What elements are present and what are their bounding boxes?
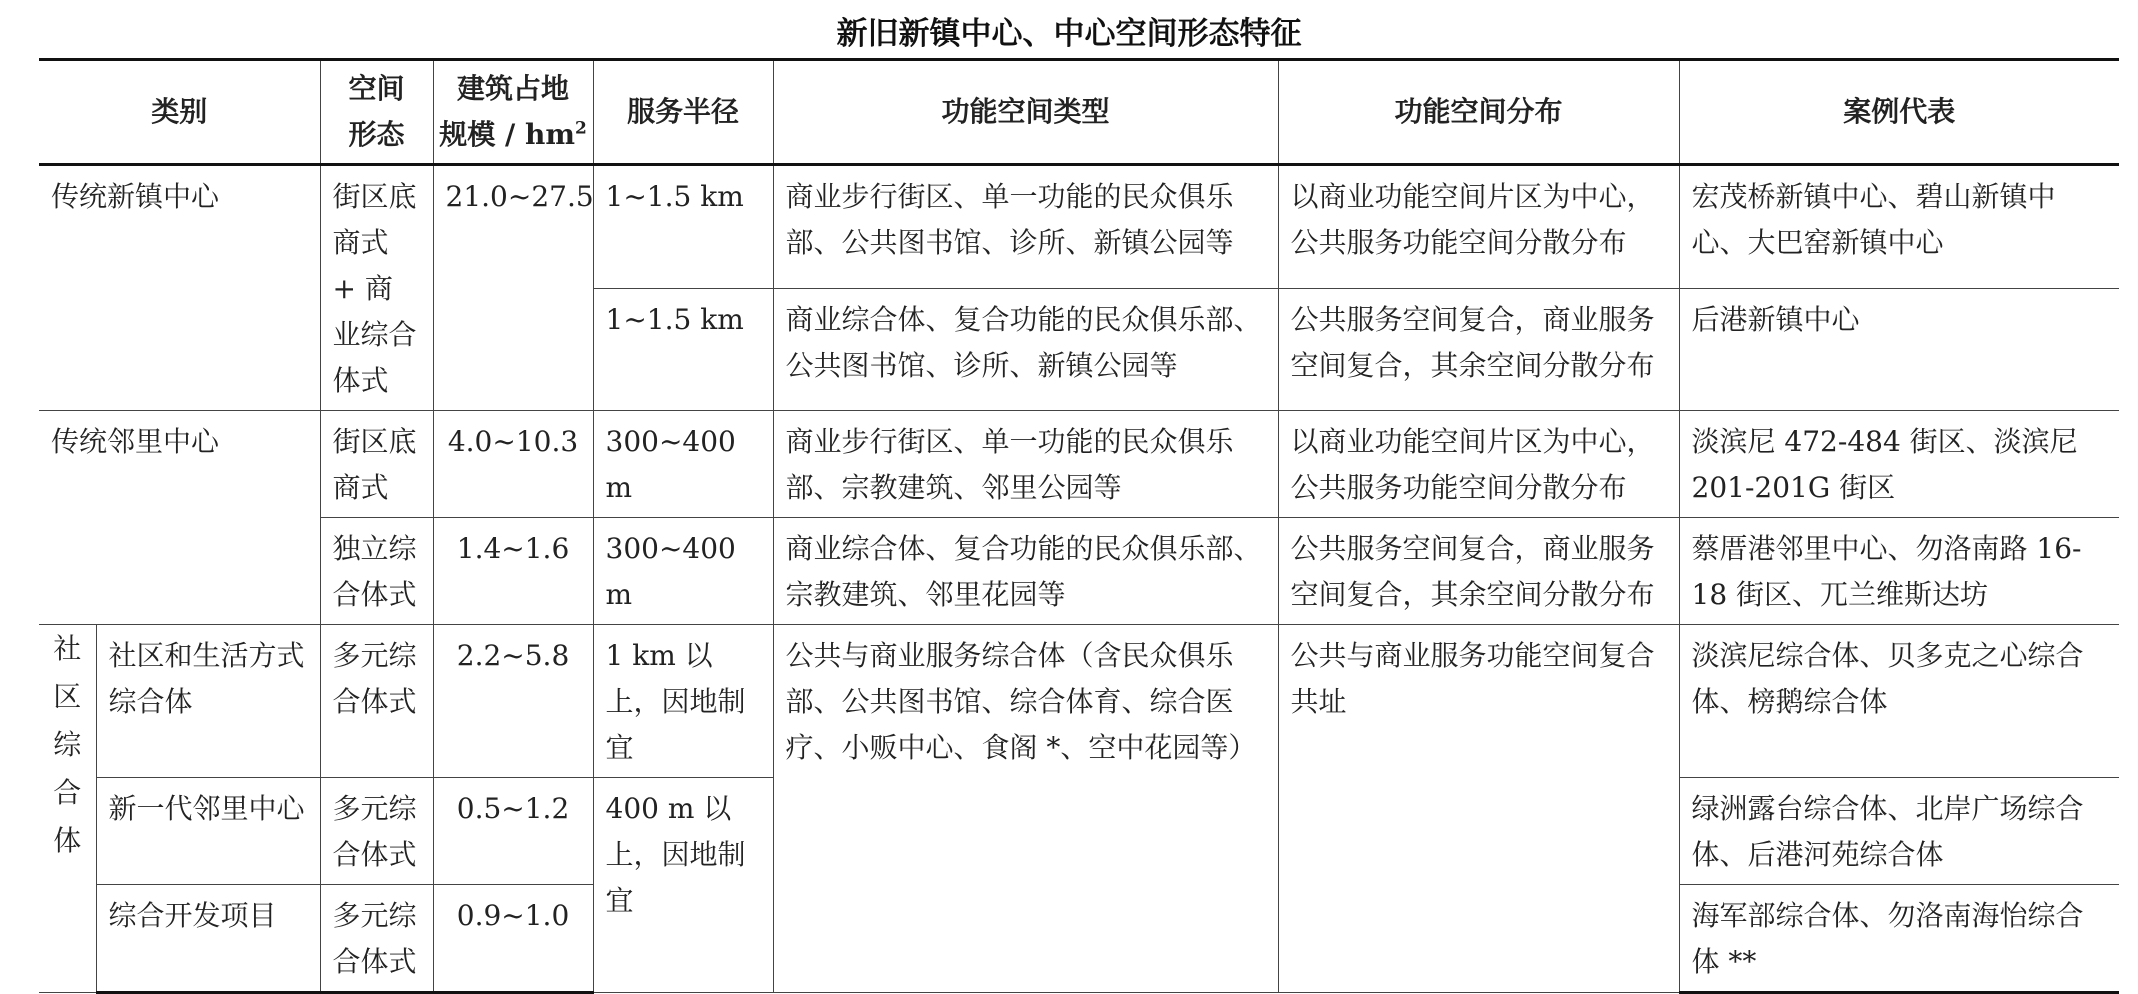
scale-cell [433,165,593,411]
scale-value: 4.0~10.3 [447,425,579,458]
complex-category-char: 体 [53,824,82,857]
radius-cell [593,411,773,518]
category-label: 传统邻里中心 [51,425,220,458]
function-type-cell [773,288,1278,410]
function-type-value: 商业综合体、复合功能的民众俱乐部、宗教建筑、邻里花园等 [785,532,1262,611]
complex-category-label [52,625,82,865]
table-title: 新旧新镇中心、中心空间形态特征 [836,16,1302,52]
function-type-value: 商业综合体、复合功能的民众俱乐部、公共图书馆、诊所、新镇公园等 [785,302,1262,382]
table-row [39,411,2119,518]
cases-value: 绿洲露台综合体、北岸广场综合体、后港河苑综合体 [1691,792,2084,871]
radius-value: 300~400 m [605,532,736,611]
form-value: 街区底商式 [332,425,417,504]
form-cell [320,518,433,625]
function-type-cell [773,625,1278,993]
cases-value: 淡滨尼综合体、贝多克之心综合体、榜鹅综合体 [1691,639,2084,718]
radius-cell [593,625,773,778]
radius-cell [593,778,773,993]
scale-value: 2.2~5.8 [456,639,570,672]
form-value: 街区底商式 + 商业综合体式 [332,180,417,397]
header-cases: 案例代表 [1679,60,2119,165]
function-distribution-cell [1278,411,1679,518]
scale-value: 21.0~27.5 [445,180,594,213]
function-distribution-cell [1278,288,1679,410]
table-row [39,518,2119,625]
radius-value: 400 m 以上，因地制宜 [605,792,746,917]
cases-value: 淡滨尼 472-484 街区、淡滨尼 201-201G 街区 [1691,425,2078,504]
scale-cell [433,885,593,993]
cases-cell [1679,411,2119,518]
cases-cell [1679,778,2119,885]
cases-value: 后港新镇中心 [1691,302,1860,336]
header-scale-sup: 2 [574,118,587,139]
header-function-type: 功能空间类型 [773,60,1278,165]
form-value: 独立综合体式 [332,532,417,611]
scale-cell [433,778,593,885]
complex-category-char: 合 [53,776,82,809]
form-cell [320,165,433,411]
radius-value: 1 km 以上，因地制宜 [605,639,746,764]
category-cell [39,411,320,625]
header-row [39,60,2119,165]
subcategory-label: 社区和生活方式综合体 [108,639,305,718]
function-type-cell [773,411,1278,518]
scale-value: 0.9~1.0 [456,899,570,932]
header-scale-line1: 建筑占地 [457,72,570,105]
complex-category-char: 社 [53,632,82,665]
radius-value: 1~1.5 km [605,180,744,213]
function-distribution-cell [1278,165,1679,289]
complex-category-char: 区 [53,680,82,713]
subcategory-cell [96,778,320,885]
radius-cell [593,165,773,289]
form-cell [320,778,433,885]
scale-value: 1.4~1.6 [456,532,570,565]
scale-cell [433,518,593,625]
cases-cell [1679,518,2119,625]
cases-cell [1679,625,2119,778]
header-form [320,60,433,165]
function-distribution-cell [1278,625,1679,993]
function-distribution-value: 公共服务空间复合，商业服务空间复合，其余空间分散分布 [1290,532,1655,611]
category-cell [39,165,320,411]
function-distribution-cell [1278,518,1679,625]
cases-value: 宏茂桥新镇中心、碧山新镇中心、大巴窑新镇中心 [1691,180,2056,259]
function-type-value: 商业步行街区、单一功能的民众俱乐部、公共图书馆、诊所、新镇公园等 [785,180,1234,259]
radius-value: 300~400 m [605,425,736,504]
header-form-line1: 空间 [348,72,405,105]
header-category: 类别 [39,60,320,165]
header-function-distribution: 功能空间分布 [1278,60,1679,165]
form-cell [320,625,433,778]
cases-value: 蔡厝港邻里中心、勿洛南路 16-18 街区、兀兰维斯达坊 [1691,532,2082,611]
scale-cell [433,411,593,518]
function-type-cell [773,518,1278,625]
radius-cell [593,518,773,625]
function-type-value: 公共与商业服务综合体（含民众俱乐部、公共图书馆、综合体育、综合医疗、小贩中心、食阁 *、空中花园等） [785,639,1257,764]
subcategory-cell [96,885,320,993]
subcategory-label: 综合开发项目 [108,899,277,932]
scale-cell [433,625,593,778]
table-row [39,165,2119,289]
function-distribution-value: 以商业功能空间片区为中心，公共服务功能空间分散分布 [1290,180,1655,259]
cases-cell [1679,165,2119,289]
cases-cell [1679,288,2119,410]
radius-cell [593,288,773,410]
form-value: 多元综合体式 [332,899,417,978]
header-scale [433,60,593,165]
function-type-value: 商业步行街区、单一功能的民众俱乐部、宗教建筑、邻里公园等 [785,425,1234,504]
subcategory-label: 新一代邻里中心 [108,792,305,825]
complex-category-cell [39,625,96,993]
subcategory-cell [96,625,320,778]
function-distribution-value: 以商业功能空间片区为中心，公共服务功能空间分散分布 [1290,425,1655,504]
header-radius: 服务半径 [593,60,773,165]
category-label: 传统新镇中心 [51,180,220,213]
complex-category-char: 综 [53,728,82,761]
form-value: 多元综合体式 [332,639,417,718]
table-row [39,625,2119,778]
form-value: 多元综合体式 [332,792,417,871]
cases-cell [1679,885,2119,993]
scale-value: 0.5~1.2 [456,792,570,825]
function-distribution-value: 公共与商业服务功能空间复合共址 [1290,639,1655,718]
form-cell [320,885,433,993]
form-cell [320,411,433,518]
function-type-cell [773,165,1278,289]
comparison-table [39,58,2119,994]
header-form-line2: 形态 [348,118,405,151]
header-scale-line2: 规模 / hm [439,118,575,151]
radius-value: 1~1.5 km [605,302,744,336]
function-distribution-value: 公共服务空间复合，商业服务空间复合，其余空间分散分布 [1290,302,1655,382]
cases-value: 海军部综合体、勿洛南海怡综合体 ** [1691,899,2084,978]
